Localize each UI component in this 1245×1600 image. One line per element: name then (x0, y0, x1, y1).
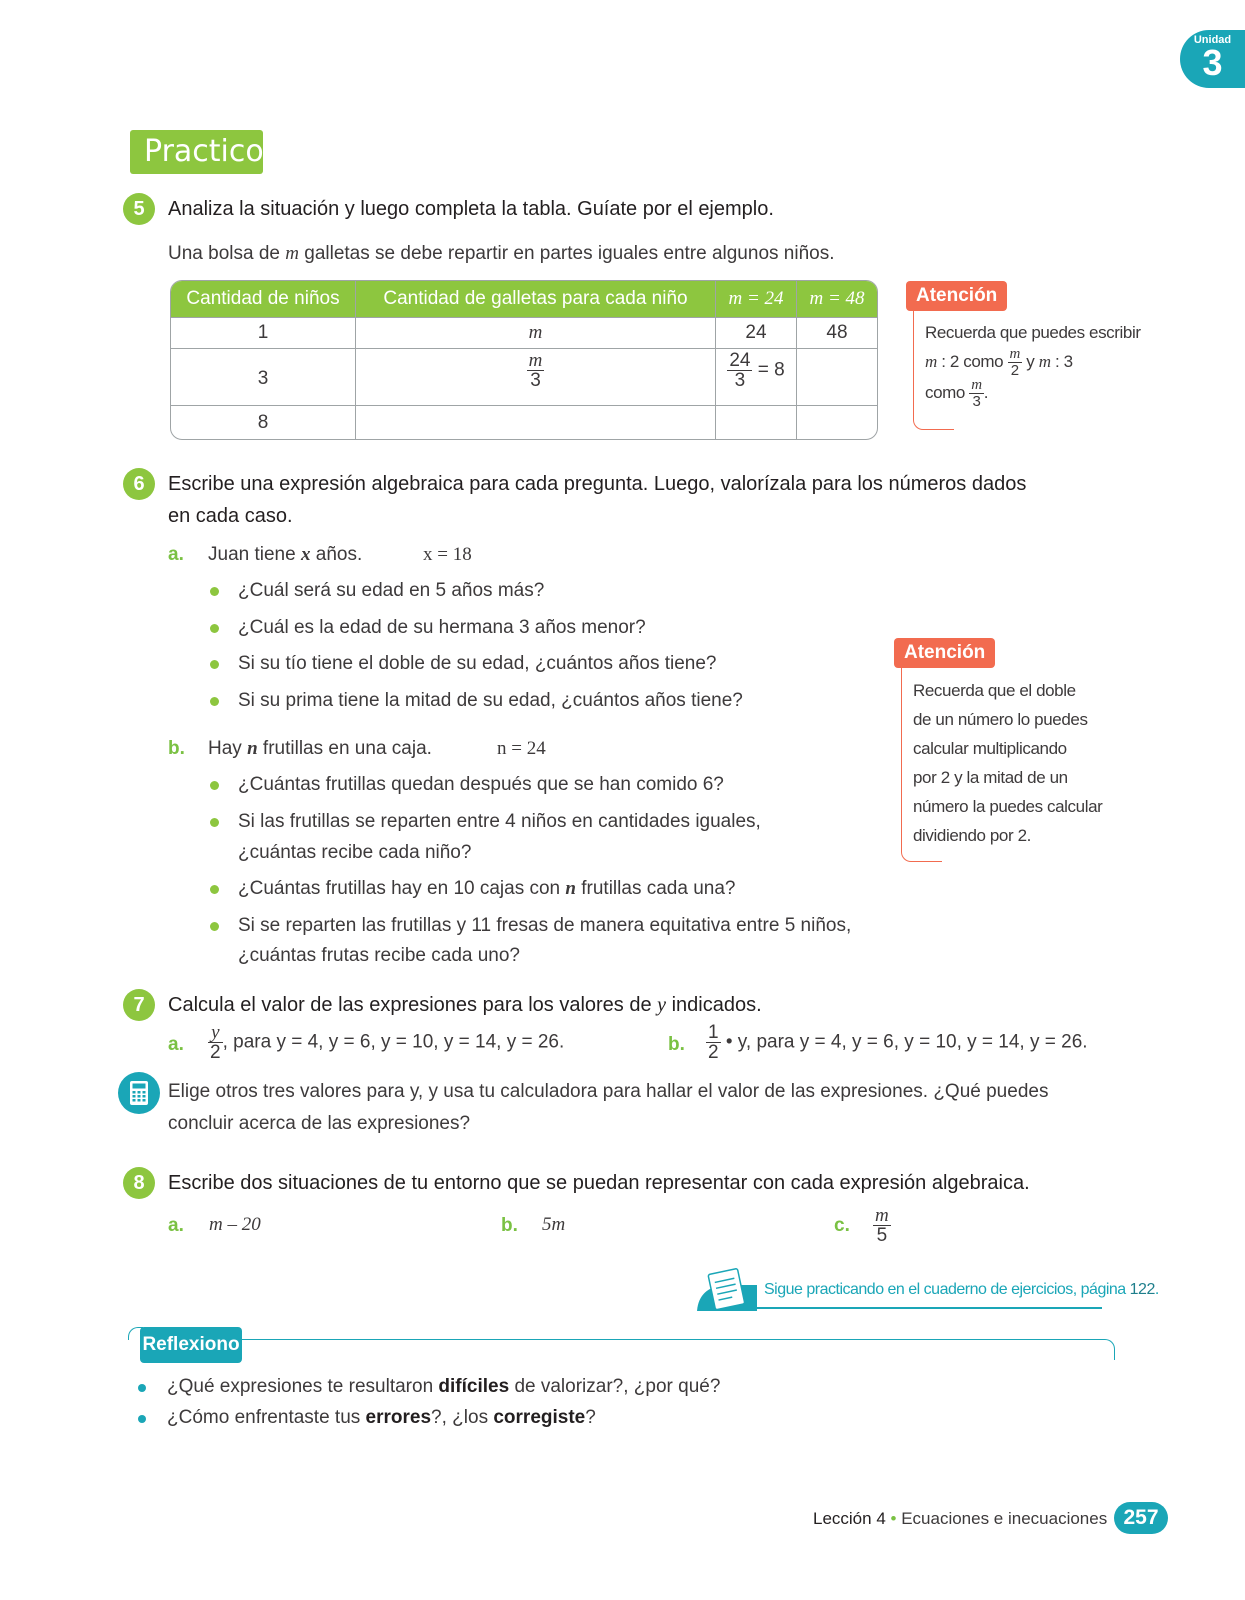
expression-a: m – 20 (209, 1214, 261, 1235)
table-cell-fraction (356, 351, 715, 390)
question-number-5: 5 (123, 193, 155, 225)
table-cell: 1 (257, 322, 269, 343)
item-var: n (247, 738, 258, 759)
reflect-question (167, 1407, 596, 1429)
reflect-text: de valorizar?, ¿por qué? (509, 1376, 721, 1397)
unit-number: 3 (1202, 42, 1223, 83)
attention-line (925, 347, 1141, 378)
expression-values: • y, para y = 4, y = 6, y = 10, y = 14, y = 26. (725, 1031, 1088, 1053)
reflect-text: ? (585, 1407, 596, 1428)
table-header-m24: m = 24 (716, 281, 796, 317)
reflect-tag: Reflexiono (140, 1327, 242, 1363)
bullet (210, 624, 219, 633)
section-banner: Practico (130, 130, 263, 174)
bullet (210, 781, 219, 790)
fraction-numerator: 24 (729, 350, 751, 371)
bullet (138, 1384, 146, 1392)
table-header-children: Cantidad de niños (171, 281, 355, 317)
question-bullet: Si se reparten las frutillas y 11 fresas de manera equitativa entre 5 niños, (238, 915, 852, 936)
question-8-title: Escribe dos situaciones de tu entorno que se puedan representar con cada expresión algebraica. (168, 1172, 1030, 1194)
bullet-var: n (565, 878, 576, 899)
bullet (210, 818, 219, 827)
bullet (210, 922, 219, 931)
attention-line: por 2 y la mitad de un (913, 768, 1068, 787)
intro-var: m (285, 243, 299, 264)
fraction-numerator: m (875, 1205, 889, 1226)
attention-line: número la puedes calcular (913, 797, 1103, 816)
item-b-value: n = 24 (497, 738, 546, 759)
question-number-6: 6 (123, 468, 155, 500)
table-header-cookies: Cantidad de galletas para cada niño (356, 281, 715, 317)
calculator-icon (118, 1072, 160, 1114)
table-cell: 8 (257, 412, 269, 433)
expression-c (873, 1206, 891, 1245)
fraction-numerator: y (208, 1023, 223, 1043)
attention-text-part: como (925, 383, 970, 403)
item-a-expression (208, 1023, 564, 1062)
reflect-text: ¿Cómo enfrentaste tus (167, 1407, 366, 1428)
item-letter-a: a. (168, 1215, 184, 1236)
reference-page: 122 (1129, 1281, 1155, 1298)
fraction-numerator: 1 (708, 1022, 719, 1043)
table-divider (171, 405, 877, 406)
bullet-text: frutillas cada una? (575, 878, 736, 899)
item-letter-a: a. (168, 544, 184, 565)
item-letter-b: b. (501, 1215, 518, 1236)
reflect-emphasis: errores (365, 1407, 432, 1428)
item-text: frutillas en una caja. (257, 738, 432, 759)
reflect-border (242, 1339, 1115, 1360)
attention-line: de un número lo puedes (913, 710, 1088, 729)
fraction-numerator: m (528, 350, 543, 371)
question-number-7: 7 (123, 989, 155, 1021)
attention-tag: Atención (894, 638, 995, 668)
fraction-denominator: 2 (1010, 362, 1019, 380)
question-6-title-cont: en cada caso. (168, 505, 293, 527)
bullet (210, 660, 219, 669)
bullet (210, 885, 219, 894)
attention-var: m (925, 352, 937, 371)
notebook-icon (697, 1267, 757, 1313)
lesson-label: Lección 4 (813, 1509, 886, 1528)
attention-line: Recuerda que puedes escribir (925, 323, 1141, 342)
bullet-text: ¿Cuántas frutillas hay en 10 cajas con (238, 878, 566, 899)
item-text: años. (310, 544, 363, 565)
question-number-8: 8 (123, 1167, 155, 1199)
reference-text: Sigue practicando en el cuaderno de ejercicios, página (764, 1281, 1130, 1298)
question-bullet: ¿Cuál será su edad en 5 años más? (238, 580, 545, 601)
question-7-title (168, 994, 762, 1017)
title-text: indicados. (666, 994, 762, 1016)
fraction-numerator: m (971, 377, 982, 394)
item-a-value: x = 18 (423, 544, 472, 565)
item-b-expression (706, 1023, 1088, 1062)
item-letter-a: a. (168, 1034, 184, 1055)
attention-var: m (1038, 352, 1051, 371)
table-cell: 48 (826, 322, 848, 343)
reflect-emphasis: difíciles (438, 1376, 510, 1397)
item-a-text (208, 544, 362, 566)
question-bullet: Si las frutillas se reparten entre 4 niños en cantidades iguales, (238, 811, 761, 832)
question-bullet (238, 878, 735, 900)
expression-values: , para y = 4, y = 6, y = 10, y = 14, y = 26. (222, 1031, 565, 1053)
calculator-instruction: Elige otros tres valores para y, y usa tu calculadora para hallar el valor de las expresiones. ¿Qué puedes (168, 1081, 1049, 1102)
fraction-denominator: 3 (972, 393, 981, 411)
item-text: Juan tiene (208, 544, 301, 565)
question-bullet: Si su prima tiene la mitad de su edad, ¿cuántos años tiene? (238, 690, 743, 711)
bullet (210, 697, 219, 706)
attention-tag: Atención (906, 281, 1007, 311)
calculator-instruction-cont: concluir acerca de las expresiones? (168, 1113, 471, 1134)
table-cell: 3 (257, 368, 269, 389)
attention-line: Recuerda que el doble (913, 681, 1076, 700)
unit-badge (1180, 30, 1245, 88)
attention-text-part: : 3 (1050, 352, 1073, 371)
reflect-emphasis: corregiste (493, 1407, 586, 1428)
question-5-title: Analiza la situación y luego completa la tabla. Guíate por el ejemplo. (168, 198, 774, 220)
bullet (210, 587, 219, 596)
fraction-denominator: 3 (734, 370, 746, 391)
lesson-topic: Ecuaciones e inecuaciones (896, 1509, 1108, 1528)
workbook-reference (697, 1281, 1159, 1309)
bullet (138, 1415, 146, 1423)
fraction-denominator: 2 (708, 1042, 719, 1063)
fraction-result: = 8 (757, 359, 785, 381)
fraction-denominator: 3 (530, 370, 541, 391)
item-b-text (208, 738, 432, 760)
attention-text-part: : 2 como (936, 352, 1008, 371)
title-text: Calcula el valor de las expresiones para los valores de (168, 994, 658, 1016)
attention-text (925, 318, 1141, 409)
footer-separator: • (885, 1509, 897, 1528)
question-5-intro (168, 243, 835, 265)
question-bullet-cont: ¿cuántas frutas recibe cada uno? (238, 945, 521, 966)
attention-line: calcular multiplicando (913, 739, 1067, 758)
footer-lesson (813, 1509, 1107, 1529)
reference-end: . (1154, 1281, 1159, 1298)
unit-label: Unidad (1193, 34, 1232, 46)
reference-underline (753, 1307, 1102, 1309)
item-letter-c: c. (834, 1215, 850, 1236)
table-divider (171, 348, 877, 349)
table-divider (171, 317, 877, 318)
page-number: 257 (1114, 1502, 1168, 1534)
question-6-title: Escribe una expresión algebraica para cada pregunta. Luego, valorízala para los números dados (168, 473, 1027, 495)
question-bullet: Si su tío tiene el doble de su edad, ¿cuántos años tiene? (238, 653, 717, 674)
expression-b: 5m (542, 1214, 566, 1235)
reflect-text: ¿Qué expresiones te resultaron (167, 1376, 439, 1397)
fraction-numerator: m (1009, 346, 1020, 363)
question-bullet: ¿Cuál es la edad de su hermana 3 años menor? (238, 617, 646, 638)
table-cell-fraction (716, 351, 796, 390)
item-text: Hay (208, 738, 248, 759)
fraction-denominator: 5 (876, 1225, 888, 1246)
attention-text-part: y (1021, 352, 1039, 371)
attention-text-part: . (983, 383, 989, 403)
title-var: y (657, 994, 667, 1016)
attention-line (925, 378, 1141, 409)
table-header-m48: m = 48 (797, 281, 877, 317)
cookie-table (170, 280, 878, 440)
table-cell: m (528, 322, 543, 343)
item-letter-b: b. (168, 738, 185, 759)
reflect-text: ?, ¿los (431, 1407, 494, 1428)
item-letter-b: b. (668, 1034, 685, 1055)
intro-text: Una bolsa de (168, 243, 286, 264)
question-bullet-cont: ¿cuántas recibe cada niño? (238, 842, 472, 863)
intro-text-end: galletas se debe repartir en partes iguales entre algunos niños. (298, 243, 835, 264)
attention-text (913, 676, 1102, 850)
workbook-reference-text (764, 1281, 1159, 1299)
reflect-question (167, 1376, 720, 1398)
item-var: x (300, 544, 311, 565)
fraction-denominator: 2 (210, 1042, 221, 1063)
table-divider (796, 281, 797, 439)
attention-line: dividiendo por 2. (913, 826, 1031, 845)
table-cell: 24 (745, 322, 767, 343)
question-bullet: ¿Cuántas frutillas quedan después que se han comido 6? (238, 774, 724, 795)
